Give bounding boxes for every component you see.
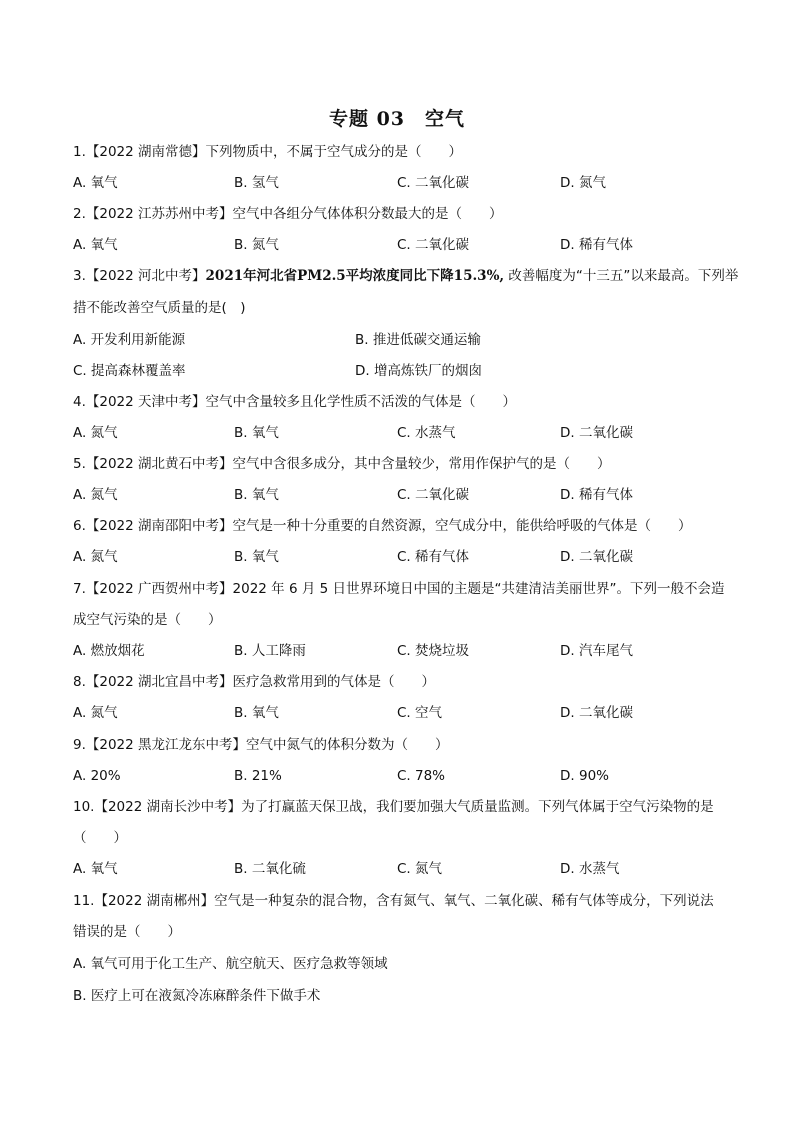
page-title: 专题 03 空气	[328, 108, 466, 130]
question-10-options	[73, 859, 733, 879]
option-a: A. 开发利用新能源	[73, 332, 186, 348]
option-a: A. 氮气	[73, 705, 118, 721]
option-a: A. 氧气可用于化工生产、航空航天、医疗急救等领域	[73, 956, 388, 972]
question-5: 5.【2022 湖北黄石中考】空气中含很多成分，其中含量较少，常用作保护气的是（ ）	[73, 456, 611, 472]
option-b: B. 二氧化硫	[234, 861, 306, 877]
option-c: C. 焚烧垃圾	[397, 643, 470, 659]
question-2-options	[73, 235, 733, 255]
option-b: B. 氧气	[234, 549, 279, 565]
question-8: 8.【2022 湖北宜昌中考】医疗急救常用到的气体是（ ）	[73, 674, 436, 690]
option-b: B. 推进低碳交通运输	[355, 332, 481, 348]
question-3-rest: 改善幅度为“十三五”以来最高。下列举	[504, 268, 739, 284]
option-b: B. 氧气	[234, 425, 279, 441]
option-a: A. 燃放烟花	[73, 643, 145, 659]
question-3-options-row1	[73, 330, 733, 350]
option-b: B. 氧气	[234, 705, 279, 721]
option-a: A. 氮气	[73, 549, 118, 565]
option-a: A. 氮气	[73, 425, 118, 441]
option-a: A. 氧气	[73, 175, 118, 191]
question-3-prefix: 3.【2022 河北中考】	[73, 268, 206, 284]
option-c: C. 提高森林覆盖率	[73, 363, 186, 379]
option-a: A. 氧气	[73, 861, 118, 877]
question-6: 6.【2022 湖南邵阳中考】空气是一种十分重要的自然资源，空气成分中，能供给呼吸的气体是（ ）	[73, 518, 692, 534]
option-b: B. 人工降雨	[234, 643, 306, 659]
question-5-options	[73, 485, 733, 505]
question-11-line2: 错误的是（ ）	[73, 924, 181, 940]
question-10: 10.【2022 湖南长沙中考】为了打赢蓝天保卫战，我们要加强大气质量监测。下列气体属于空气污染物的是	[73, 799, 714, 815]
option-b: B. 氧气	[234, 487, 279, 503]
option-c: C. 水蒸气	[397, 425, 456, 441]
option-c: C. 氮气	[397, 861, 443, 877]
option-c: C. 二氧化碳	[397, 237, 470, 253]
question-10-line2: （ ）	[73, 830, 127, 846]
option-c: C. 二氧化碳	[397, 487, 470, 503]
option-c: C. 二氧化碳	[397, 175, 470, 191]
option-d: D. 二氧化碳	[560, 549, 633, 565]
option-b: B. 氮气	[234, 237, 279, 253]
option-d: D. 水蒸气	[560, 861, 620, 877]
option-c: C. 稀有气体	[397, 549, 470, 565]
question-4: 4.【2022 天津中考】空气中含量较多且化学性质不活泼的气体是（ ）	[73, 394, 517, 410]
question-9: 9.【2022 黑龙江龙东中考】空气中氮气的体积分数为（ ）	[73, 737, 449, 753]
option-d: D. 增高炼铁厂的烟囱	[355, 363, 482, 379]
question-9-options	[73, 766, 733, 786]
question-2: 2.【2022 江苏苏州中考】空气中各组分气体体积分数最大的是（ ）	[73, 206, 503, 222]
option-b: B. 21%	[234, 768, 282, 784]
option-d: D. 汽车尾气	[560, 643, 633, 659]
question-7-line2: 成空气污染的是（ ）	[73, 612, 222, 628]
question-4-options	[73, 423, 733, 443]
question-3-line2: 措不能改善空气质量的是( )	[73, 300, 246, 316]
option-a: A. 20%	[73, 768, 121, 784]
option-d: D. 稀有气体	[560, 487, 633, 503]
question-7-options	[73, 641, 733, 661]
option-c: C. 空气	[397, 705, 443, 721]
question-1: 1.【2022 湖南常德】下列物质中，不属于空气成分的是（ ）	[73, 144, 463, 160]
question-8-options	[73, 703, 733, 723]
option-b: B. 医疗上可在液氮冷冻麻醉条件下做手术	[73, 988, 321, 1004]
option-a: A. 氧气	[73, 237, 118, 253]
question-3-options-row2	[73, 361, 733, 381]
question-3-bold-text: 2021年河北省PM2.5平均浓度同比下降15.3%,	[205, 268, 505, 284]
option-d: D. 二氧化碳	[560, 705, 633, 721]
option-d: D. 二氧化碳	[560, 425, 633, 441]
question-6-options	[73, 547, 733, 567]
option-c: C. 78%	[397, 768, 446, 784]
question-1-options	[73, 173, 733, 193]
option-b: B. 氢气	[234, 175, 279, 191]
option-d: D. 氮气	[560, 175, 606, 191]
question-7: 7.【2022 广西贺州中考】2022 年 6 月 5 日世界环境日中国的主题是“共建清洁美丽世界”。下列一般不会造	[73, 581, 725, 597]
option-d: D. 稀有气体	[560, 237, 633, 253]
option-d: D. 90%	[560, 768, 609, 784]
option-a: A. 氮气	[73, 487, 118, 503]
question-11: 11.【2022 湖南郴州】空气是一种复杂的混合物，含有氮气、氧气、二氧化碳、稀有气体等成分，下列说法	[73, 893, 714, 909]
question-3	[73, 266, 739, 286]
